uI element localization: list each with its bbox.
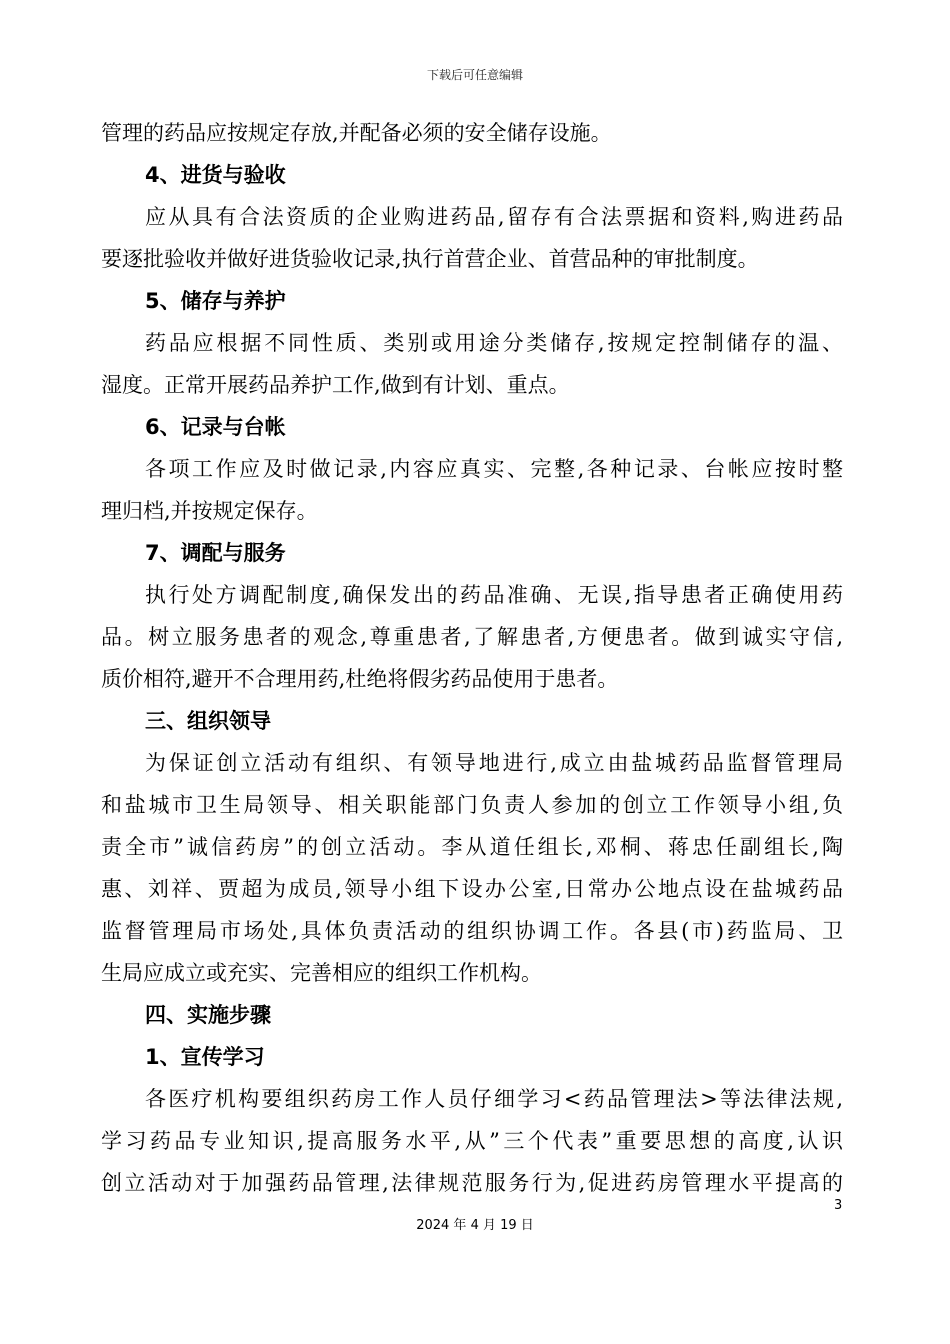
paragraph-line: 创立活动对于加强药品管理,法律规范服务行为,促进药房管理水平提高的 (101, 1171, 843, 1195)
paragraph-line: 应从具有合法资质的企业购进药品,留存有合法票据和资料,购进药品 (145, 205, 843, 229)
section-heading: 4、进货与验收 (145, 163, 286, 187)
section-heading: 5、储存与养护 (145, 289, 286, 313)
paragraph-line: 执行处方调配制度,确保发出的药品准确、无误,指导患者正确使用药 (145, 583, 843, 607)
paragraph-line: 品。树立服务患者的观念,尊重患者,了解患者,方便患者。做到诚实守信, (101, 625, 843, 649)
footer-date: 2024 年 4 月 19 日 (416, 1218, 534, 1233)
paragraph-line: 为保证创立活动有组织、有领导地进行,成立由盐城药品监督管理局 (145, 751, 843, 775)
paragraph-line: 责全市”诚信药房”的创立活动。李从道任组长,邓桐、蒋忠任副组长,陶 (101, 835, 843, 859)
section-heading: 三、组织领导 (145, 709, 271, 733)
paragraph-line: 湿度。正常开展药品养护工作,做到有计划、重点。 (101, 373, 570, 397)
paragraph-line: 生局应成立或充实、完善相应的组织工作机构。 (101, 961, 542, 985)
paragraph-line: 理归档,并按规定保存。 (101, 499, 318, 523)
page-header: 下载后可任意编辑 (426, 68, 523, 82)
paragraph-line: 各医疗机构要组织药房工作人员仔细学习<药品管理法>等法律法规, (145, 1087, 843, 1111)
section-heading: 6、记录与台帐 (145, 415, 286, 439)
paragraph-line: 药品应根据不同性质、类别或用途分类储存,按规定控制储存的温、 (145, 331, 843, 355)
section-heading: 1、宣传学习 (145, 1045, 265, 1069)
paragraph-line: 学习药品专业知识,提高服务水平,从”三个代表”重要思想的高度,认识 (101, 1129, 843, 1153)
paragraph-line: 监督管理局市场处,具体负责活动的组织协调工作。各县(市)药监局、卫 (101, 919, 843, 943)
paragraph-line: 管理的药品应按规定存放,并配备必须的安全储存设施。 (101, 121, 612, 145)
paragraph-line: 各项工作应及时做记录,内容应真实、完整,各种记录、台帐应按时整 (145, 457, 843, 481)
paragraph-line: 要逐批验收并做好进货验收记录,执行首营企业、首营品种的审批制度。 (101, 247, 759, 271)
document-body (101, 112, 843, 1204)
page-number: 3 (834, 1198, 843, 1213)
section-heading: 7、调配与服务 (145, 541, 286, 565)
section-heading: 四、实施步骤 (145, 1003, 271, 1027)
paragraph-line: 质价相符,避开不合理用药,杜绝将假劣药品使用于患者。 (101, 667, 619, 691)
paragraph-line: 和盐城市卫生局领导、相关职能部门负责人参加的创立工作领导小组,负 (101, 793, 843, 817)
paragraph-line: 惠、刘祥、贾超为成员,领导小组下设办公室,日常办公地点设在盐城药品 (101, 877, 843, 901)
